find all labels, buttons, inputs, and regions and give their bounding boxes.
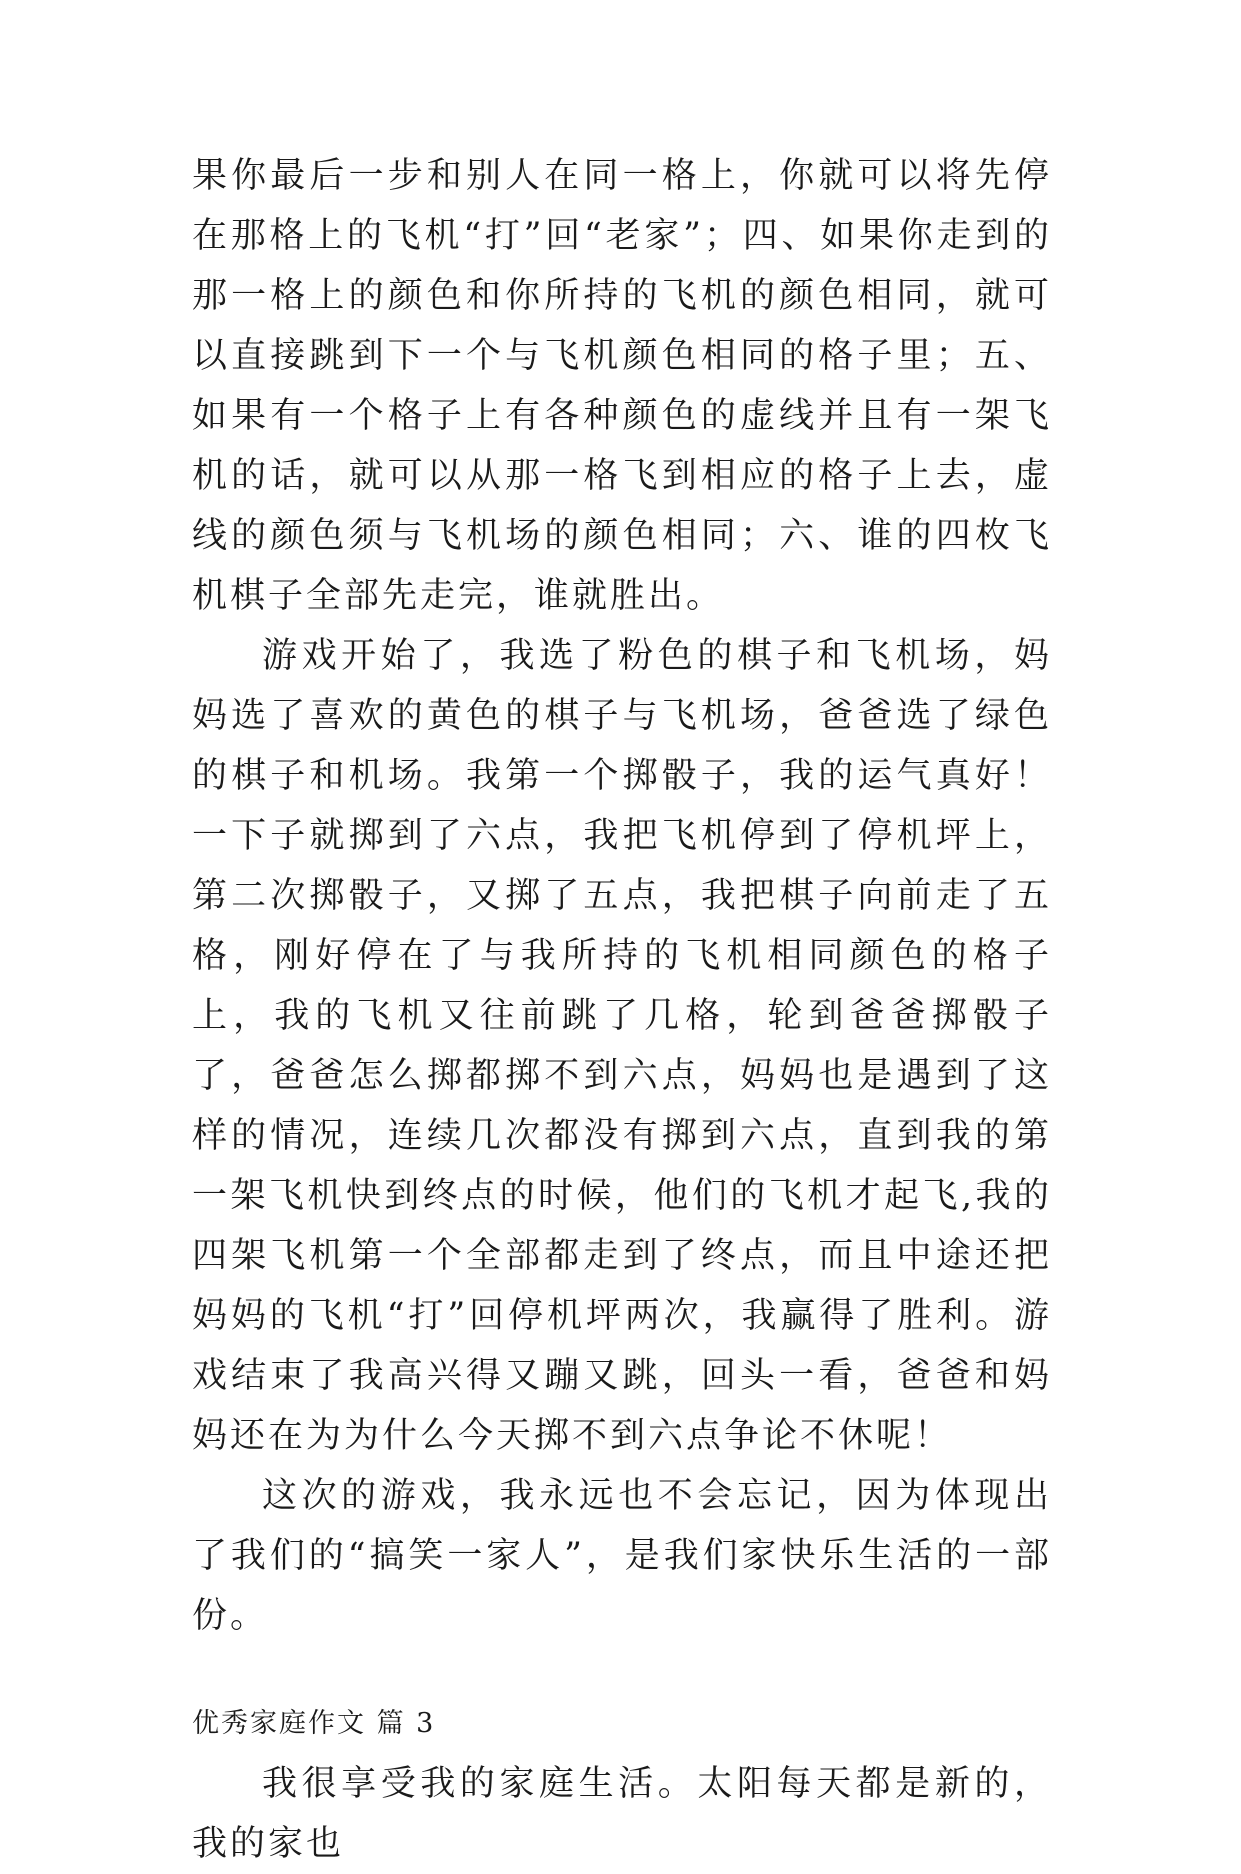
document-page xyxy=(192,146,1052,1874)
paragraph-section-3-opening: 我很享受我的家庭生活。太阳每天都是新的，我的家也 xyxy=(192,1764,1052,1864)
paragraph-rules-continued: 果你最后一步和别人在同一格上，你就可以将先停在那格上的飞机“打”回“老家”；四、如果你走到的那一格上的颜色和你所持的飞机的颜色相同，就可以直接跳到下一个与飞机颜色相同的格子里；五、如果有一个格子上有各种颜色的虚线并且有一架飞机的话，就可以从那一格飞到相应的格子上去，虚线的颜色须与飞机场的颜色相同；六、谁的四枚飞机棋子全部先走完，谁就胜出。 xyxy=(192,156,1052,616)
paragraph-conclusion: 这次的游戏，我永远也不会忘记，因为体现出了我们的“搞笑一家人”，是我们家快乐生活的一部份。 xyxy=(192,1476,1052,1636)
paragraph-game-story: 游戏开始了，我选了粉色的棋子和飞机场，妈妈选了喜欢的黄色的棋子与飞机场，爸爸选了绿色的棋子和机场。我第一个掷骰子，我的运气真好！一下子就掷到了六点，我把飞机停到了停机坪上，第二次掷骰子，又掷了五点，我把棋子向前走了五格，刚好停在了与我所持的飞机相同颜色的格子上，我的飞机又往前跳了几格，轮到爸爸掷骰子了，爸爸怎么掷都掷不到六点，妈妈也是遇到了这样的情况，连续几次都没有掷到六点，直到我的第一架飞机快到终点的时候，他们的飞机才起飞,我的四架飞机第一个全部都走到了终点，而且中途还把妈妈的飞机“打”回停机坪两次，我赢得了胜利。游戏结束了我高兴得又蹦又跳，回头一看，爸爸和妈妈还在为为什么今天掷不到六点争论不休呢！ xyxy=(192,636,1052,1456)
section-heading: 优秀家庭作文 篇 3 xyxy=(192,1708,436,1739)
